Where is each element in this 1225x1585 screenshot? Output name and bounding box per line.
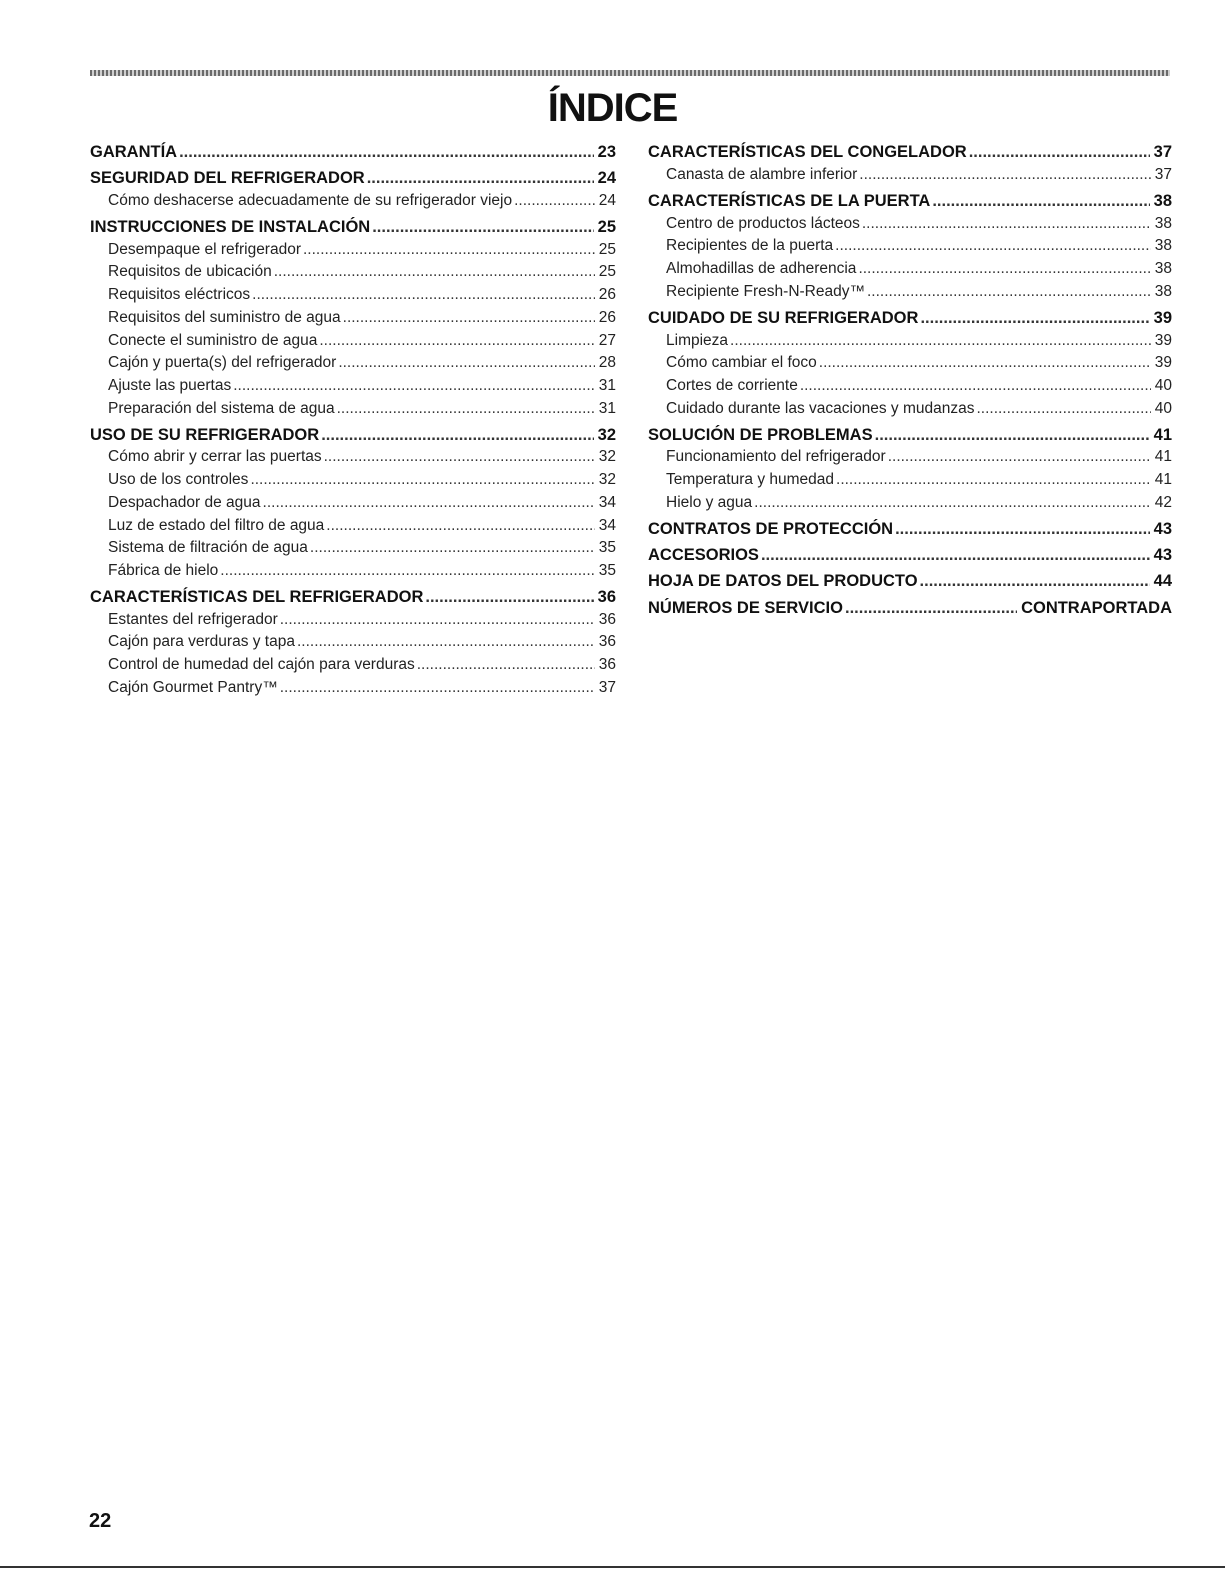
- toc-entry-label: Requisitos eléctricos: [108, 286, 251, 304]
- leader-dots: [859, 164, 1150, 187]
- toc-entry[interactable]: [90, 424, 616, 447]
- toc-entry[interactable]: [90, 677, 616, 700]
- leader-dots: [976, 398, 1150, 421]
- toc-entry[interactable]: [648, 469, 1172, 492]
- toc-entry-label: CARACTERÍSTICAS DEL CONGELADOR: [648, 143, 967, 161]
- leader-dots: [220, 560, 594, 583]
- toc-entry-page: 43: [1153, 546, 1172, 565]
- leader-dots: [179, 141, 594, 164]
- toc-entry-label: Limpieza: [666, 331, 729, 349]
- toc-entry-page: 40: [1154, 399, 1172, 417]
- leader-dots: [867, 281, 1151, 304]
- toc-entry[interactable]: [648, 307, 1172, 330]
- toc-entry-page: 26: [598, 308, 616, 326]
- leader-dots: [836, 469, 1151, 492]
- toc-entry[interactable]: [648, 446, 1172, 469]
- toc-entry-page: 43: [1153, 520, 1172, 538]
- toc-entry-page: 36: [598, 633, 616, 651]
- leader-dots: [754, 492, 1151, 515]
- toc-entry[interactable]: [90, 190, 616, 213]
- toc-entry-page: CONTRAPORTADA: [1021, 598, 1172, 617]
- toc-entry[interactable]: [648, 141, 1172, 164]
- toc-entry-page: 24: [598, 191, 616, 209]
- toc-entry-page: 36: [598, 610, 616, 628]
- toc-entry[interactable]: [648, 281, 1172, 304]
- toc-entry[interactable]: [90, 330, 616, 353]
- toc-entry-label: Centro de productos lácteos: [666, 214, 860, 232]
- leader-dots: [338, 352, 594, 375]
- toc-entry[interactable]: [90, 492, 616, 515]
- toc-entry-label: CARACTERÍSTICAS DE LA PUERTA: [648, 191, 931, 210]
- toc-entry-label: CUIDADO DE SU REFRIGERADOR: [648, 308, 919, 327]
- leader-dots: [303, 239, 595, 262]
- leader-dots: [514, 190, 595, 213]
- toc-entry-label: Recipiente Fresh-N-Ready™: [666, 282, 865, 300]
- toc-entry-page: 40: [1154, 376, 1172, 394]
- leader-dots: [263, 492, 595, 515]
- toc-entry[interactable]: [90, 239, 616, 262]
- toc-entry-label: Recipientes de la puerta: [666, 237, 834, 255]
- toc-entry[interactable]: [90, 167, 616, 190]
- toc-entry-page: 25: [597, 218, 616, 237]
- toc-entry[interactable]: [90, 375, 616, 398]
- toc-entry[interactable]: [90, 560, 616, 583]
- toc-entry-page: 41: [1154, 471, 1172, 489]
- toc-entry-label: Fábrica de hielo: [108, 561, 219, 579]
- toc-entry-page: 23: [597, 143, 616, 161]
- toc-entry[interactable]: [90, 537, 616, 560]
- leader-dots: [319, 330, 594, 353]
- leader-dots: [888, 446, 1151, 469]
- leader-dots: [761, 544, 1150, 567]
- toc-right-column: [648, 141, 1172, 619]
- toc-entry[interactable]: [648, 375, 1172, 398]
- toc-entry-page: 38: [1153, 191, 1172, 210]
- leader-dots: [372, 216, 593, 239]
- toc-entry-page: 31: [598, 399, 616, 417]
- toc-entry-page: 32: [598, 448, 616, 466]
- toc-entry-label: Canasta de alambre inferior: [666, 165, 858, 183]
- toc-entry[interactable]: [648, 164, 1172, 187]
- toc-entry-label: Desempaque el refrigerador: [108, 240, 301, 258]
- toc-entry[interactable]: [648, 398, 1172, 421]
- leader-dots: [845, 597, 1017, 620]
- toc-entry-label: Luz de estado del filtro de agua: [108, 516, 325, 534]
- toc-entry-page: 25: [598, 263, 616, 281]
- toc-entry[interactable]: [90, 631, 616, 654]
- toc-entry-label: Sistema de filtración de agua: [108, 539, 308, 557]
- toc-entry-label: Almohadillas de adherencia: [666, 259, 857, 277]
- toc-entry-label: Control de humedad del cajón para verduras: [108, 656, 415, 674]
- toc-entry-page: 39: [1154, 354, 1172, 372]
- leader-dots: [800, 375, 1151, 398]
- toc-entry[interactable]: [90, 609, 616, 632]
- toc-entry-page: 24: [597, 169, 616, 188]
- leader-dots: [252, 284, 595, 307]
- toc-entry-page: 32: [598, 471, 616, 489]
- toc-entry[interactable]: [648, 352, 1172, 375]
- toc-entry-label: INSTRUCCIONES DE INSTALACIÓN: [90, 218, 371, 237]
- toc-entry-label: Cómo deshacerse adecuadamente de su refrigerador viejo: [108, 191, 513, 209]
- toc-entry-label: ACCESORIOS: [648, 546, 759, 565]
- toc-entry-page: 39: [1154, 331, 1172, 349]
- toc-entry[interactable]: [648, 597, 1172, 620]
- toc-entry-label: SEGURIDAD DEL REFRIGERADOR: [90, 169, 365, 188]
- toc-entry-page: 39: [1153, 308, 1172, 327]
- toc-entry-label: NÚMEROS DE SERVICIO: [648, 598, 843, 617]
- toc-entry-label: Cuidado durante las vacaciones y mudanzas: [666, 399, 975, 417]
- toc-entry-label: Despachador de agua: [108, 493, 261, 511]
- toc-entry-page: 28: [598, 354, 616, 372]
- toc-entry-page: 38: [1154, 259, 1172, 277]
- leader-dots: [417, 654, 595, 677]
- leader-dots: [932, 190, 1149, 213]
- toc-entry[interactable]: [90, 307, 616, 330]
- toc-entry[interactable]: [90, 398, 616, 421]
- toc-entry-label: CARACTERÍSTICAS DEL REFRIGERADOR: [90, 588, 424, 607]
- toc-entry-label: Requisitos de ubicación: [108, 263, 272, 281]
- toc-entry[interactable]: [90, 586, 616, 609]
- toc-entry-label: Cajón Gourmet Pantry™: [108, 678, 278, 696]
- leader-dots: [895, 518, 1150, 541]
- toc-entry-label: Cajón y puerta(s) del refrigerador: [108, 354, 337, 372]
- toc-entry-label: Funcionamiento del refrigerador: [666, 448, 886, 466]
- toc-entry-label: Conecte el suministro de agua: [108, 331, 318, 349]
- toc-entry[interactable]: [90, 284, 616, 307]
- toc-entry-page: 38: [1154, 282, 1172, 300]
- toc-entry[interactable]: [648, 258, 1172, 281]
- toc-entry-page: 38: [1154, 237, 1172, 255]
- leader-dots: [367, 167, 594, 190]
- leader-dots: [280, 609, 595, 632]
- toc-left-column: [90, 141, 616, 700]
- toc-entry-label: GARANTÍA: [90, 143, 178, 161]
- leader-dots: [324, 446, 595, 469]
- leader-dots: [337, 398, 595, 421]
- toc-entry-label: Cómo abrir y cerrar las puertas: [108, 448, 322, 466]
- leader-dots: [819, 352, 1151, 375]
- leader-dots: [858, 258, 1150, 281]
- toc-entry-label: HOJA DE DATOS DEL PRODUCTO: [648, 572, 918, 591]
- toc-entry-label: Preparación del sistema de agua: [108, 399, 335, 417]
- toc-entry-page: 37: [598, 678, 616, 696]
- leader-dots: [250, 469, 594, 492]
- toc-entry-label: USO DE SU REFRIGERADOR: [90, 425, 320, 444]
- toc-entry-label: Hielo y agua: [666, 493, 753, 511]
- toc-entry-label: CONTRATOS DE PROTECCIÓN: [648, 520, 894, 538]
- leader-dots: [321, 424, 593, 447]
- toc-entry[interactable]: [90, 515, 616, 538]
- leader-dots: [343, 307, 595, 330]
- toc-entry[interactable]: [90, 141, 616, 164]
- toc-entry[interactable]: [648, 570, 1172, 593]
- toc-entry[interactable]: [648, 544, 1172, 567]
- leader-dots: [875, 424, 1150, 447]
- toc-entry-page: 42: [1154, 493, 1172, 511]
- toc-entry-page: 35: [598, 539, 616, 557]
- leader-dots: [297, 631, 595, 654]
- toc-entry[interactable]: [648, 492, 1172, 515]
- toc-entry-label: Cajón para verduras y tapa: [108, 633, 295, 651]
- toc-entry-page: 31: [598, 376, 616, 394]
- page-title: ÍNDICE: [547, 86, 678, 130]
- toc-entry-page: 34: [598, 493, 616, 511]
- leader-dots: [730, 330, 1151, 353]
- toc-entry-page: 25: [598, 240, 616, 258]
- leader-dots: [835, 235, 1151, 258]
- leader-dots: [862, 213, 1151, 236]
- toc-entry-page: 38: [1154, 214, 1172, 232]
- bottom-rule: [0, 1566, 1225, 1568]
- toc-entry-label: Ajuste las puertas: [108, 376, 232, 394]
- toc-entry-page: 44: [1153, 572, 1172, 591]
- toc-entry[interactable]: [90, 469, 616, 492]
- toc-entry-label: SOLUCIÓN DE PROBLEMAS: [648, 425, 873, 444]
- toc-entry-label: Cómo cambiar el foco: [666, 354, 817, 372]
- toc-entry-label: Temperatura y humedad: [666, 471, 835, 489]
- toc-entry-page: 37: [1153, 143, 1172, 161]
- leader-dots: [920, 307, 1149, 330]
- toc-entry[interactable]: [648, 190, 1172, 213]
- toc-entry-page: 41: [1154, 448, 1172, 466]
- top-decorative-rule: [90, 70, 1170, 76]
- toc-entry-page: 36: [598, 656, 616, 674]
- toc-entry[interactable]: [90, 216, 616, 239]
- leader-dots: [920, 570, 1150, 593]
- leader-dots: [425, 586, 593, 609]
- toc-entry-page: 35: [598, 561, 616, 579]
- page-number: 22: [89, 1510, 112, 1532]
- leader-dots: [233, 375, 595, 398]
- toc-entry-page: 27: [598, 331, 616, 349]
- toc-entry[interactable]: [90, 446, 616, 469]
- leader-dots: [274, 261, 595, 284]
- toc-entry-label: Uso de los controles: [108, 471, 249, 489]
- toc-entry-page: 41: [1153, 425, 1172, 444]
- toc-entry-page: 34: [598, 516, 616, 534]
- toc-entry-label: Requisitos del suministro de agua: [108, 308, 341, 326]
- toc-entry-label: Estantes del refrigerador: [108, 610, 278, 628]
- toc-entry[interactable]: [90, 261, 616, 284]
- toc-entry[interactable]: [90, 654, 616, 677]
- leader-dots: [969, 141, 1150, 164]
- leader-dots: [280, 677, 595, 700]
- leader-dots: [326, 515, 594, 538]
- toc-entry-label: Cortes de corriente: [666, 376, 798, 394]
- toc-entry[interactable]: [648, 424, 1172, 447]
- toc-entry-page: 32: [597, 425, 616, 444]
- toc-entry-page: 36: [597, 588, 616, 607]
- toc-entry[interactable]: [648, 213, 1172, 236]
- toc-entry[interactable]: [648, 330, 1172, 353]
- toc-entry[interactable]: [648, 518, 1172, 541]
- toc-entry-page: 26: [598, 286, 616, 304]
- toc-entry[interactable]: [90, 352, 616, 375]
- toc-entry[interactable]: [648, 235, 1172, 258]
- toc-entry-page: 37: [1154, 165, 1172, 183]
- leader-dots: [310, 537, 595, 560]
